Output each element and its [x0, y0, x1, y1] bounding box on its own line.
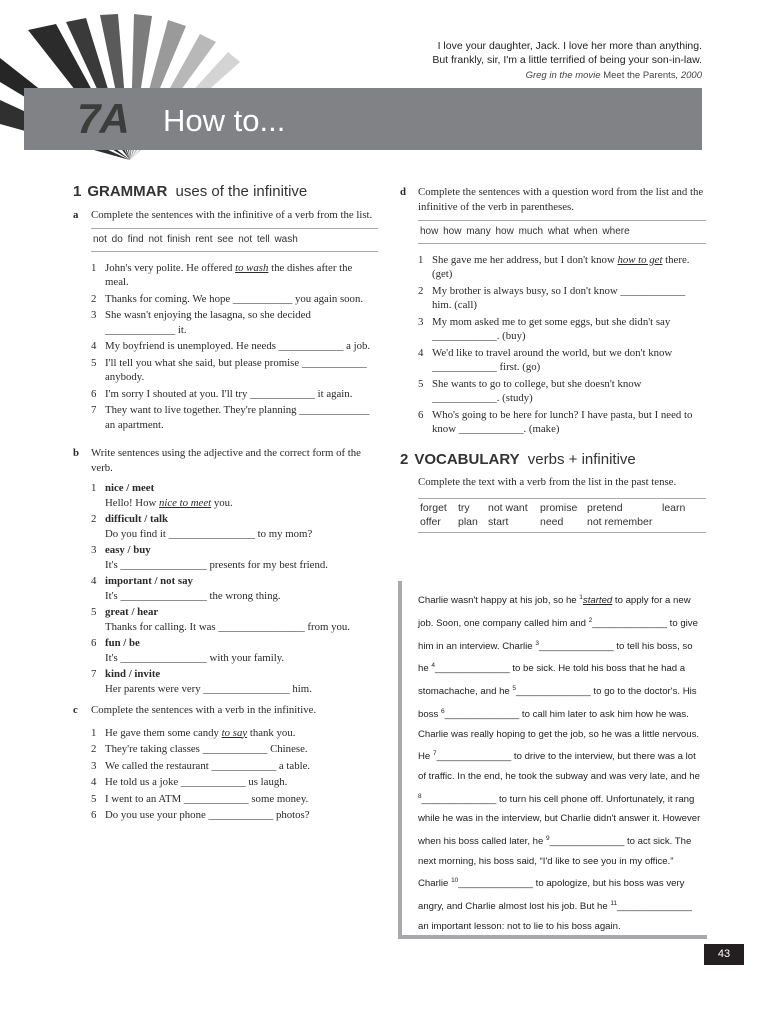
- item-text-after: thank you.: [247, 726, 296, 739]
- item-number: 3: [91, 759, 97, 772]
- item-text-before: Her parents were very: [105, 682, 204, 695]
- item-text-after: to my mom?: [254, 527, 313, 540]
- gap-number: 2: [588, 616, 593, 624]
- answer-blank: ________________: [203, 682, 290, 695]
- item-number: 4: [91, 340, 97, 352]
- item-text-after: . (make): [523, 423, 560, 435]
- section-number: 1: [73, 183, 82, 200]
- item-text-before: John's very polite. He offered: [105, 261, 236, 274]
- gap-number: 3: [535, 639, 539, 647]
- item-text-after: there. (get): [432, 253, 690, 280]
- answer-blank: ______________: [434, 663, 510, 675]
- exercise-item: [91, 292, 378, 307]
- gap-number: 8: [418, 792, 422, 800]
- word-box-item: not want: [488, 501, 528, 514]
- exercise-item: [91, 543, 378, 572]
- item-keywords: easy / buy: [105, 544, 151, 556]
- item-text-after: . (study): [496, 392, 533, 404]
- exercise-b-instruction: [73, 446, 378, 475]
- exercise-item: [91, 574, 378, 603]
- quote-source-title: Meet the Parents: [603, 70, 676, 81]
- item-number: 5: [91, 606, 97, 618]
- unit-number: 7A: [77, 95, 129, 142]
- item-number: 2: [91, 292, 97, 305]
- item-number: 6: [418, 408, 424, 421]
- word-box-item: pretend: [587, 501, 623, 514]
- exercise-item: [91, 356, 378, 385]
- item-text-after: first. (go): [496, 361, 541, 373]
- exercise-d-instruction: [400, 185, 706, 214]
- exercise-letter: a: [73, 208, 79, 221]
- example-answer: how to get: [617, 253, 663, 266]
- exercise-item: [91, 308, 378, 337]
- exercise-item: [91, 605, 378, 634]
- item-text-before: My mom asked me to get some eggs, but she didn't say: [432, 315, 671, 328]
- exercise-item: [418, 253, 706, 282]
- item-text-before: Thanks for coming. We hope: [105, 292, 233, 305]
- item-text-before: My brother is always busy, so I don't know: [432, 284, 621, 297]
- exercise-item: [91, 481, 378, 510]
- item-keywords: nice / meet: [105, 482, 155, 494]
- answer-blank: ________________: [120, 558, 207, 571]
- word-box-item: try: [458, 501, 470, 514]
- quote-line-2: But frankly, sir, I'm a little terrified of being your son-in-law.: [432, 53, 702, 66]
- item-text-after: him.: [289, 682, 312, 695]
- item-text-before: Who's going to be here for lunch? I have pasta, but I need to know: [432, 408, 693, 435]
- answer-blank: ____________: [211, 759, 277, 772]
- word-box-item: offer: [420, 515, 441, 528]
- item-text-before: He told us a joke: [105, 776, 181, 788]
- item-text-before: Do you find it: [105, 527, 169, 540]
- exercise-item: [91, 339, 378, 354]
- item-number: 2: [91, 743, 97, 755]
- exercise-item: [91, 775, 378, 790]
- section-number: 2: [400, 450, 409, 468]
- answer-blank: ____________: [458, 423, 524, 435]
- gap-number: 7: [432, 750, 437, 758]
- item-number: 4: [91, 575, 97, 587]
- exercise-letter: c: [73, 704, 78, 716]
- exercise-d-items: [418, 253, 706, 437]
- item-text-before: I'm sorry I shouted at you. I'll try: [105, 387, 251, 400]
- word-box-item: promise: [540, 501, 578, 514]
- gap-number: 9: [546, 835, 550, 843]
- item-text-before: I went to an ATM: [105, 792, 184, 805]
- exercise-item: [91, 512, 378, 541]
- word-box-item: forget: [420, 501, 447, 514]
- item-text-before: We'd like to travel around the world, but we don't know: [432, 346, 673, 359]
- item-text-before: They want to live together. They're planning: [105, 404, 300, 416]
- gap-number: 11: [610, 900, 618, 908]
- item-text-before: She gave me her address, but I don't know: [432, 253, 618, 266]
- item-number: 2: [91, 513, 97, 525]
- vocabulary-heading: [400, 450, 706, 468]
- answer-blank: ______________: [592, 617, 667, 629]
- gap-number: 6: [440, 707, 445, 715]
- answer-blank: ______________: [444, 709, 520, 721]
- exercise-a-items: [91, 261, 378, 433]
- exercise-item: [91, 667, 378, 696]
- exercise-item: [91, 636, 378, 665]
- word-box-item: learn: [662, 501, 686, 514]
- word-box-item: need: [540, 515, 564, 528]
- exercise-letter: d: [400, 186, 407, 198]
- answer-blank: ________________: [120, 589, 207, 602]
- story-text-segment: to act sick. The next morning, his boss said, “I'd like to see you in my office.” Charlie: [418, 836, 692, 890]
- item-text-before: It's: [105, 651, 121, 664]
- answer-blank: _____________: [105, 323, 176, 336]
- exercise-c-items: [91, 726, 378, 823]
- answer-blank: ______________: [549, 836, 625, 848]
- item-text-before: She wants to go to college, but she doesn't know: [432, 377, 642, 390]
- item-keywords: great / hear: [105, 606, 159, 618]
- item-number: 7: [91, 668, 97, 680]
- item-number: 6: [91, 809, 97, 821]
- word-box-item: [662, 516, 707, 529]
- epigraph-quote: [282, 40, 702, 83]
- story-text-segment: to give him in an interview. Charlie: [418, 617, 698, 652]
- item-text-after: it again.: [314, 387, 353, 400]
- page-number: 43: [704, 944, 744, 965]
- story-text-segment: to go to the doctor's. His boss: [418, 686, 697, 721]
- answer-blank: ________________: [120, 651, 207, 664]
- item-text-before: Thanks for calling. It was: [105, 620, 219, 633]
- exercise-d-word-box: how how many how much what when where: [418, 220, 706, 244]
- answer-blank: ____________: [250, 387, 315, 400]
- answer-blank: ____________: [432, 361, 497, 373]
- word-box-item: not remember: [587, 515, 653, 528]
- item-number: 6: [91, 637, 97, 649]
- example-answer: started: [582, 595, 613, 607]
- exercise-a-instruction: [73, 208, 378, 223]
- answer-blank: ____________: [432, 330, 497, 342]
- section-topic: uses of the infinitive: [175, 183, 308, 200]
- exercise-item: [91, 726, 378, 741]
- item-text-before: I'll tell you what she said, but please promise: [105, 356, 302, 369]
- unit-title: How to...: [163, 103, 286, 138]
- word-box-item: plan: [458, 515, 478, 528]
- answer-blank: ____________: [202, 743, 268, 755]
- item-number: 5: [91, 356, 97, 369]
- item-text-before: It's: [105, 589, 121, 602]
- example-answer: to wash: [235, 261, 269, 274]
- section-keyword: VOCABULARY: [414, 450, 520, 468]
- answer-blank: ______________: [617, 901, 692, 913]
- item-number: 7: [91, 404, 97, 416]
- gap-number: 4: [431, 662, 435, 670]
- answer-blank: _____________: [299, 404, 370, 416]
- item-text-after: it.: [175, 323, 187, 336]
- item-keywords: important / not say: [105, 575, 193, 587]
- item-text-before: He gave them some candy: [105, 726, 222, 739]
- item-text-after: him. (call): [432, 299, 477, 311]
- example-answer: to say: [221, 726, 248, 739]
- item-text-before: It's: [105, 558, 121, 571]
- exercise-item: [91, 792, 378, 807]
- item-text-after: you.: [211, 496, 233, 509]
- quote-source-prefix: Greg in the movie: [525, 70, 604, 81]
- answer-blank: ______________: [538, 640, 614, 652]
- word-box-item: start: [488, 515, 509, 528]
- answer-blank: ____________: [278, 340, 344, 352]
- answer-blank: ____________: [301, 356, 367, 369]
- item-number: 4: [91, 776, 97, 788]
- quote-line-1: I love your daughter, Jack. I love her more than anything.: [437, 40, 702, 52]
- item-text-after: an apartment.: [105, 418, 164, 431]
- item-text-after: anybody.: [105, 371, 145, 383]
- item-text-after: Chinese.: [267, 743, 308, 755]
- item-text-after: a table.: [276, 759, 311, 772]
- exercise-item: [91, 759, 378, 774]
- story-text-segment: to turn his cell phone off. Unfortunately, it rang while he was in the interview, but Charlie didn't answer it. However when his boss called later, he: [418, 793, 701, 848]
- item-keywords: fun / be: [105, 637, 140, 649]
- item-text-after: with your family.: [206, 651, 285, 664]
- item-text-after: the wrong thing.: [206, 589, 281, 602]
- item-text-after: you again soon.: [292, 292, 364, 305]
- item-text-before: Do you use your phone: [105, 809, 209, 821]
- grammar-heading: [73, 185, 378, 200]
- exercise-item: [418, 408, 706, 437]
- vocabulary-word-box: [418, 498, 706, 533]
- item-number: 3: [91, 309, 97, 321]
- answer-blank: ____________: [432, 392, 497, 404]
- item-number: 1: [91, 726, 97, 739]
- item-keywords: difficult / talk: [105, 513, 168, 525]
- exercise-a-word-box: not do find not finish rent see not tell wash: [91, 228, 378, 252]
- item-number: 1: [91, 261, 97, 274]
- item-text-after: . (buy): [496, 330, 526, 342]
- exercise-b-items: [91, 481, 378, 696]
- exercise-c-instruction: [73, 703, 378, 718]
- exercise-item: [91, 261, 378, 290]
- item-text-after: us laugh.: [245, 776, 288, 788]
- answer-blank: ____________: [620, 284, 686, 297]
- answer-blank: ____________: [180, 776, 246, 788]
- item-number: 4: [418, 346, 424, 359]
- item-text-before: My boyfriend is unemployed. He needs: [105, 340, 279, 352]
- exercise-item: [418, 284, 706, 313]
- item-number: 1: [418, 253, 424, 266]
- item-number: 2: [418, 284, 424, 297]
- answer-blank: ______________: [516, 686, 591, 698]
- instruction-text: Complete the text with a verb from the list in the past tense.: [418, 476, 677, 488]
- right-column: [400, 185, 706, 533]
- answer-blank: ___________: [232, 292, 293, 305]
- item-number: 5: [418, 377, 424, 390]
- gap-number: 1: [579, 594, 583, 601]
- exercise-item: [91, 403, 378, 432]
- story-text-segment: to apply for a new job. Soon, one company called him and: [418, 595, 691, 629]
- item-number: 5: [91, 792, 97, 805]
- story-text-segment: to tell his boss, so he: [418, 640, 693, 675]
- answer-blank: ______________: [436, 751, 512, 763]
- item-text-after: presents for my best friend.: [206, 558, 328, 571]
- item-number: 3: [91, 544, 97, 556]
- quote-source-year: , 2000: [675, 70, 702, 81]
- answer-blank: ______________: [421, 793, 497, 805]
- item-text-before: She wasn't enjoying the lasagna, so she decided: [105, 309, 311, 321]
- exercise-item: [91, 387, 378, 402]
- item-number: 1: [91, 482, 97, 494]
- exercise-item: [418, 377, 706, 406]
- story-text-segment: to drive to the interview, but there was a lot of traffic. In the end, he took the subway and was very late, and he: [418, 751, 700, 783]
- section-topic: verbs + infinitive: [527, 450, 636, 468]
- item-text-after: photos?: [273, 809, 310, 821]
- exercise-item: [91, 808, 378, 823]
- answer-blank: ____________: [208, 809, 274, 821]
- instruction-text: Write sentences using the adjective and the correct form of the verb.: [91, 447, 361, 474]
- answer-blank: ______________: [458, 878, 533, 890]
- story-text: [418, 588, 704, 937]
- item-text-before: They're taking classes: [105, 743, 203, 755]
- answer-blank: ________________: [218, 620, 305, 633]
- vocabulary-instruction: [400, 475, 706, 490]
- story-text-segment: to apologize, but his boss was very angry, and Charlie almost lost his job. But he: [418, 878, 685, 913]
- instruction-text: Complete the sentences with the infinitive of a verb from the list.: [91, 208, 373, 221]
- gap-number: 10: [451, 877, 459, 885]
- item-text-after: from you.: [304, 620, 350, 633]
- item-text-after: the dishes after the meal.: [105, 261, 353, 288]
- instruction-text: Complete the sentences with a question word from the list and the infinitive of the verb in parentheses.: [418, 186, 704, 213]
- item-text-after: a job.: [343, 340, 371, 352]
- item-text-after: some money.: [248, 792, 309, 805]
- left-column: [73, 185, 378, 825]
- answer-blank: ________________: [168, 527, 255, 540]
- instruction-text: Complete the sentences with a verb in the infinitive.: [91, 704, 317, 716]
- item-text-before: We called the restaurant: [105, 759, 212, 772]
- story-text-segment: to be sick. He told his boss that he had a stomachache, and he: [418, 663, 686, 698]
- story-text-segment: to call him later to ask him how he was. Charlie was really hoping to get the job, so he was a little nervous. He: [418, 709, 700, 763]
- item-text-before: Hello! How: [105, 496, 159, 509]
- exercise-item: [418, 315, 706, 344]
- example-answer: nice to meet: [158, 496, 212, 509]
- exercise-item: [91, 742, 378, 757]
- section-keyword: GRAMMAR: [87, 183, 168, 200]
- item-number: 3: [418, 315, 424, 328]
- answer-blank: ____________: [183, 792, 249, 805]
- story-text-segment: Charlie wasn't happy at his job, so he: [418, 595, 580, 607]
- gap-number: 5: [512, 685, 517, 693]
- story-text-segment: an important lesson: not to lie to his boss again.: [418, 920, 621, 932]
- exercise-letter: b: [73, 447, 80, 459]
- item-number: 6: [91, 387, 97, 400]
- exercise-item: [418, 346, 706, 375]
- quote-source: [282, 69, 702, 83]
- item-keywords: kind / invite: [105, 668, 161, 680]
